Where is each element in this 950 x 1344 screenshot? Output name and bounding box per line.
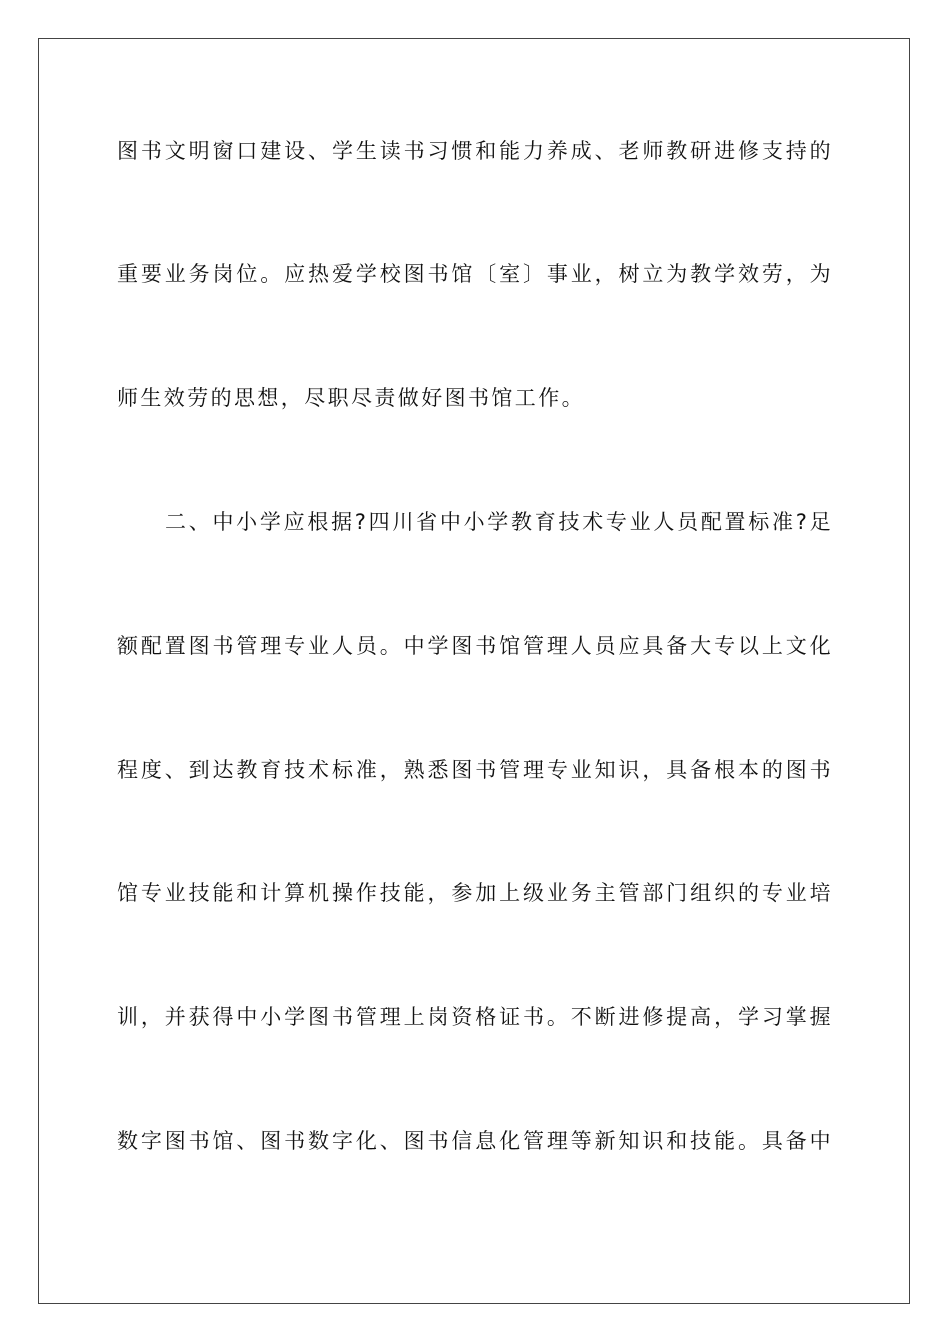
paragraph-2-line-6: 数字图书馆、图书数字化、图书信息化管理等新知识和技能。具备中 <box>117 1129 833 1153</box>
paragraph-2-line-3: 程度、到达教育技术标准，熟悉图书管理专业知识，具备根本的图书 <box>117 758 833 782</box>
paragraph-2-line-1: 二、中小学应根据?四川省中小学教育技术专业人员配置标准?足 <box>165 510 833 534</box>
paragraph-1-line-3: 师生效劳的思想，尽职尽责做好图书馆工作。 <box>117 386 585 410</box>
paragraph-2-line-2: 额配置图书管理专业人员。中学图书馆管理人员应具备大专以上文化 <box>117 634 833 658</box>
paragraph-2-line-4: 馆专业技能和计算机操作技能，参加上级业务主管部门组织的专业培 <box>117 881 833 905</box>
page-border <box>38 38 910 1304</box>
paragraph-1-line-2: 重要业务岗位。应热爱学校图书馆〔室〕事业，树立为教学效劳，为 <box>117 262 833 286</box>
paragraph-2-line-5: 训，并获得中小学图书管理上岗资格证书。不断进修提高，学习掌握 <box>117 1005 833 1029</box>
paragraph-1-line-1: 图书文明窗口建设、学生读书习惯和能力养成、老师教研进修支持的 <box>117 139 833 163</box>
